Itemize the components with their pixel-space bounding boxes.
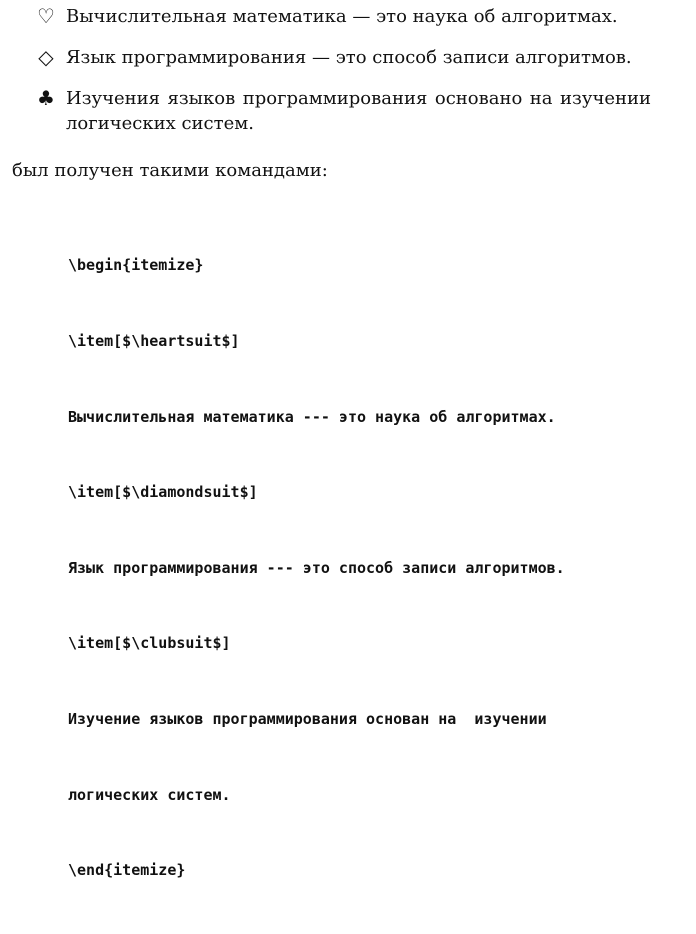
code-line: Изучение языков программирования основан на изучении: [68, 709, 547, 728]
list-item: [34, 86, 684, 136]
intro-text: был получен такими командами:: [12, 160, 328, 181]
list-item-text: Язык программирования — это способ записи алгоритмов.: [66, 47, 632, 68]
code-line: Язык программирования --- это способ записи алгоритмов.: [68, 558, 565, 577]
code-line: \item[$\heartsuit$]: [68, 332, 240, 350]
club-suit-icon: ♣: [37, 86, 55, 110]
code-line: \item[$\diamondsuit$]: [68, 483, 258, 502]
heart-suit-icon: ♡: [37, 4, 55, 28]
list-item: [34, 45, 684, 70]
list-item: [34, 4, 684, 29]
code-line: логических систем.: [68, 785, 231, 804]
code-line: \end{itemize}: [68, 861, 186, 880]
itemize-list: [34, 4, 684, 136]
code-line: \begin{itemize}: [68, 256, 204, 275]
code-block: [68, 203, 678, 934]
code-line: Вычислительная математика --- это наука об алгоритмах.: [68, 407, 556, 426]
diamond-suit-icon: ◇: [38, 45, 54, 69]
code-line: \item[$\clubsuit$]: [68, 634, 231, 653]
list-item-text: Вычислительная математика — это наука об алгоритмах.: [66, 6, 618, 27]
list-item-text: Изучения языков программирования основано на изучении логических систем.: [66, 88, 651, 134]
